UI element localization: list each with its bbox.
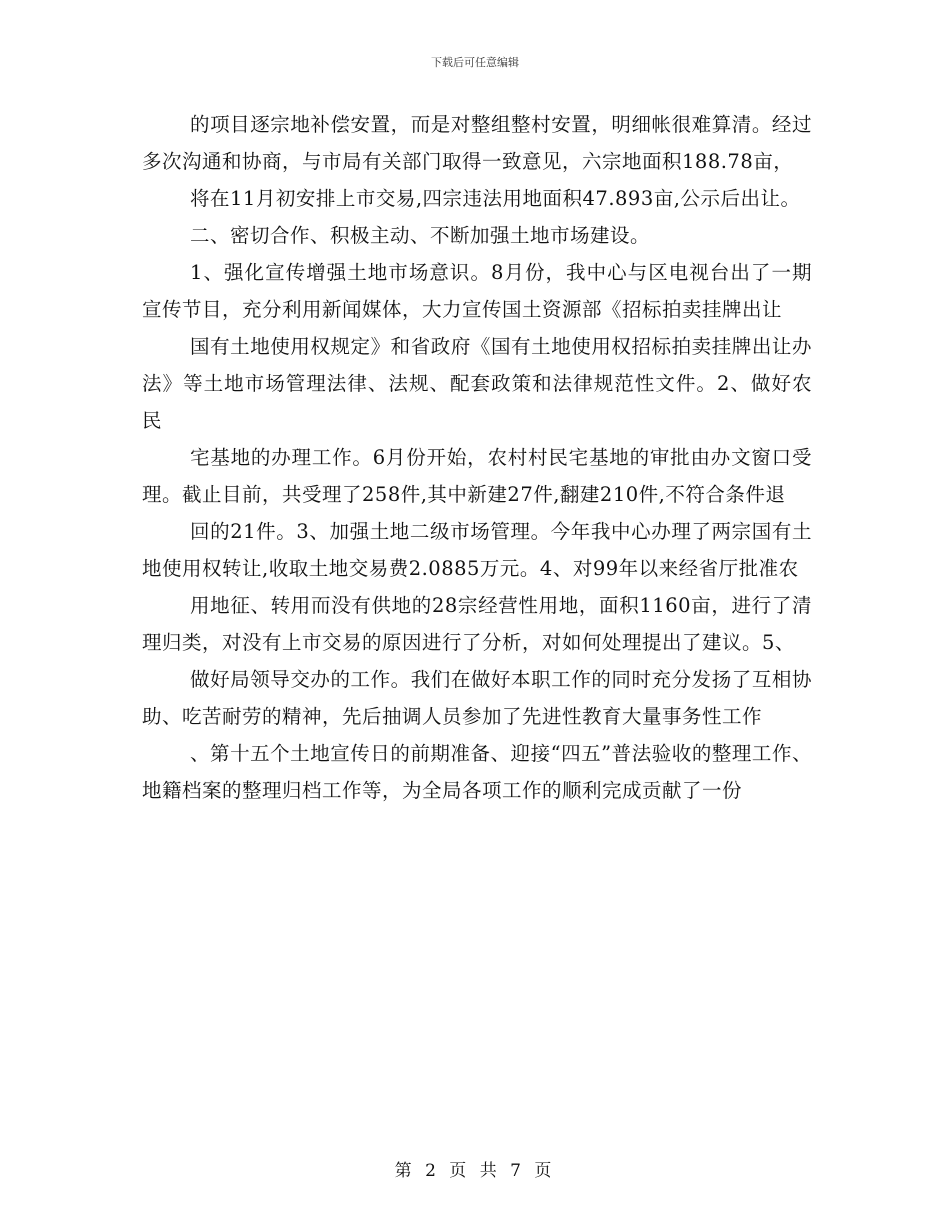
paragraph: 做好局领导交办的工作。我们在做好本职工作的同时充分发扬了互相协助、吃苦耐劳的精神，先后抽调人员参加了先进性教育大量事务性工作 — [142, 668, 812, 728]
page-number: 第 2 页 共 7 页 — [394, 1161, 556, 1181]
paragraph: 二、密切合作、积极主动、不断加强土地市场建设。 — [190, 224, 651, 247]
paragraph: 将在11月初安排上市交易,四宗违法用地面积47.893亩,公示后出让。 — [190, 187, 801, 210]
paragraph: 用地征、转用而没有供地的28宗经营性用地，面积1160亩，进行了清理归类，对没有上市交易的原因进行了分析，对如何处理提出了建议。5、 — [142, 594, 812, 654]
paragraph: 的项目逐宗地补偿安置，而是对整组整村安置，明细帐很难算清。经过多次沟通和协商，与市局有关部门取得一致意见，六宗地面积188.78亩， — [142, 113, 812, 173]
download-note: 下载后可任意编辑 — [431, 56, 519, 69]
paragraph: 1、强化宣传增强土地市场意识。8月份，我中心与区电视台出了一期宣传节目，充分利用新闻媒体，大力宣传国土资源部《招标拍卖挂牌出让 — [142, 261, 812, 321]
paragraph: 宅基地的办理工作。6月份开始，农村村民宅基地的审批由办文窗口受理。截止目前，共受理了258件,其中新建27件,翻建210件,不符合条件退 — [142, 446, 812, 506]
paragraph: 、第十五个土地宣传日的前期准备、迎接“四五”普法验收的整理工作、地籍档案的整理归档工作等，为全局各项工作的顺利完成贡献了一份 — [142, 742, 812, 802]
paragraph: 国有土地使用权规定》和省政府《国有土地使用权招标拍卖挂牌出让办法》等土地市场管理法律、法规、配套政策和法律规范性文件。2、做好农民 — [142, 335, 812, 432]
paragraph: 回的21件。3、加强土地二级市场管理。今年我中心办理了两宗国有土地使用权转让,收取土地交易费2.0885万元。4、对99年以来经省厅批准农 — [142, 520, 812, 580]
document-body — [142, 106, 812, 809]
